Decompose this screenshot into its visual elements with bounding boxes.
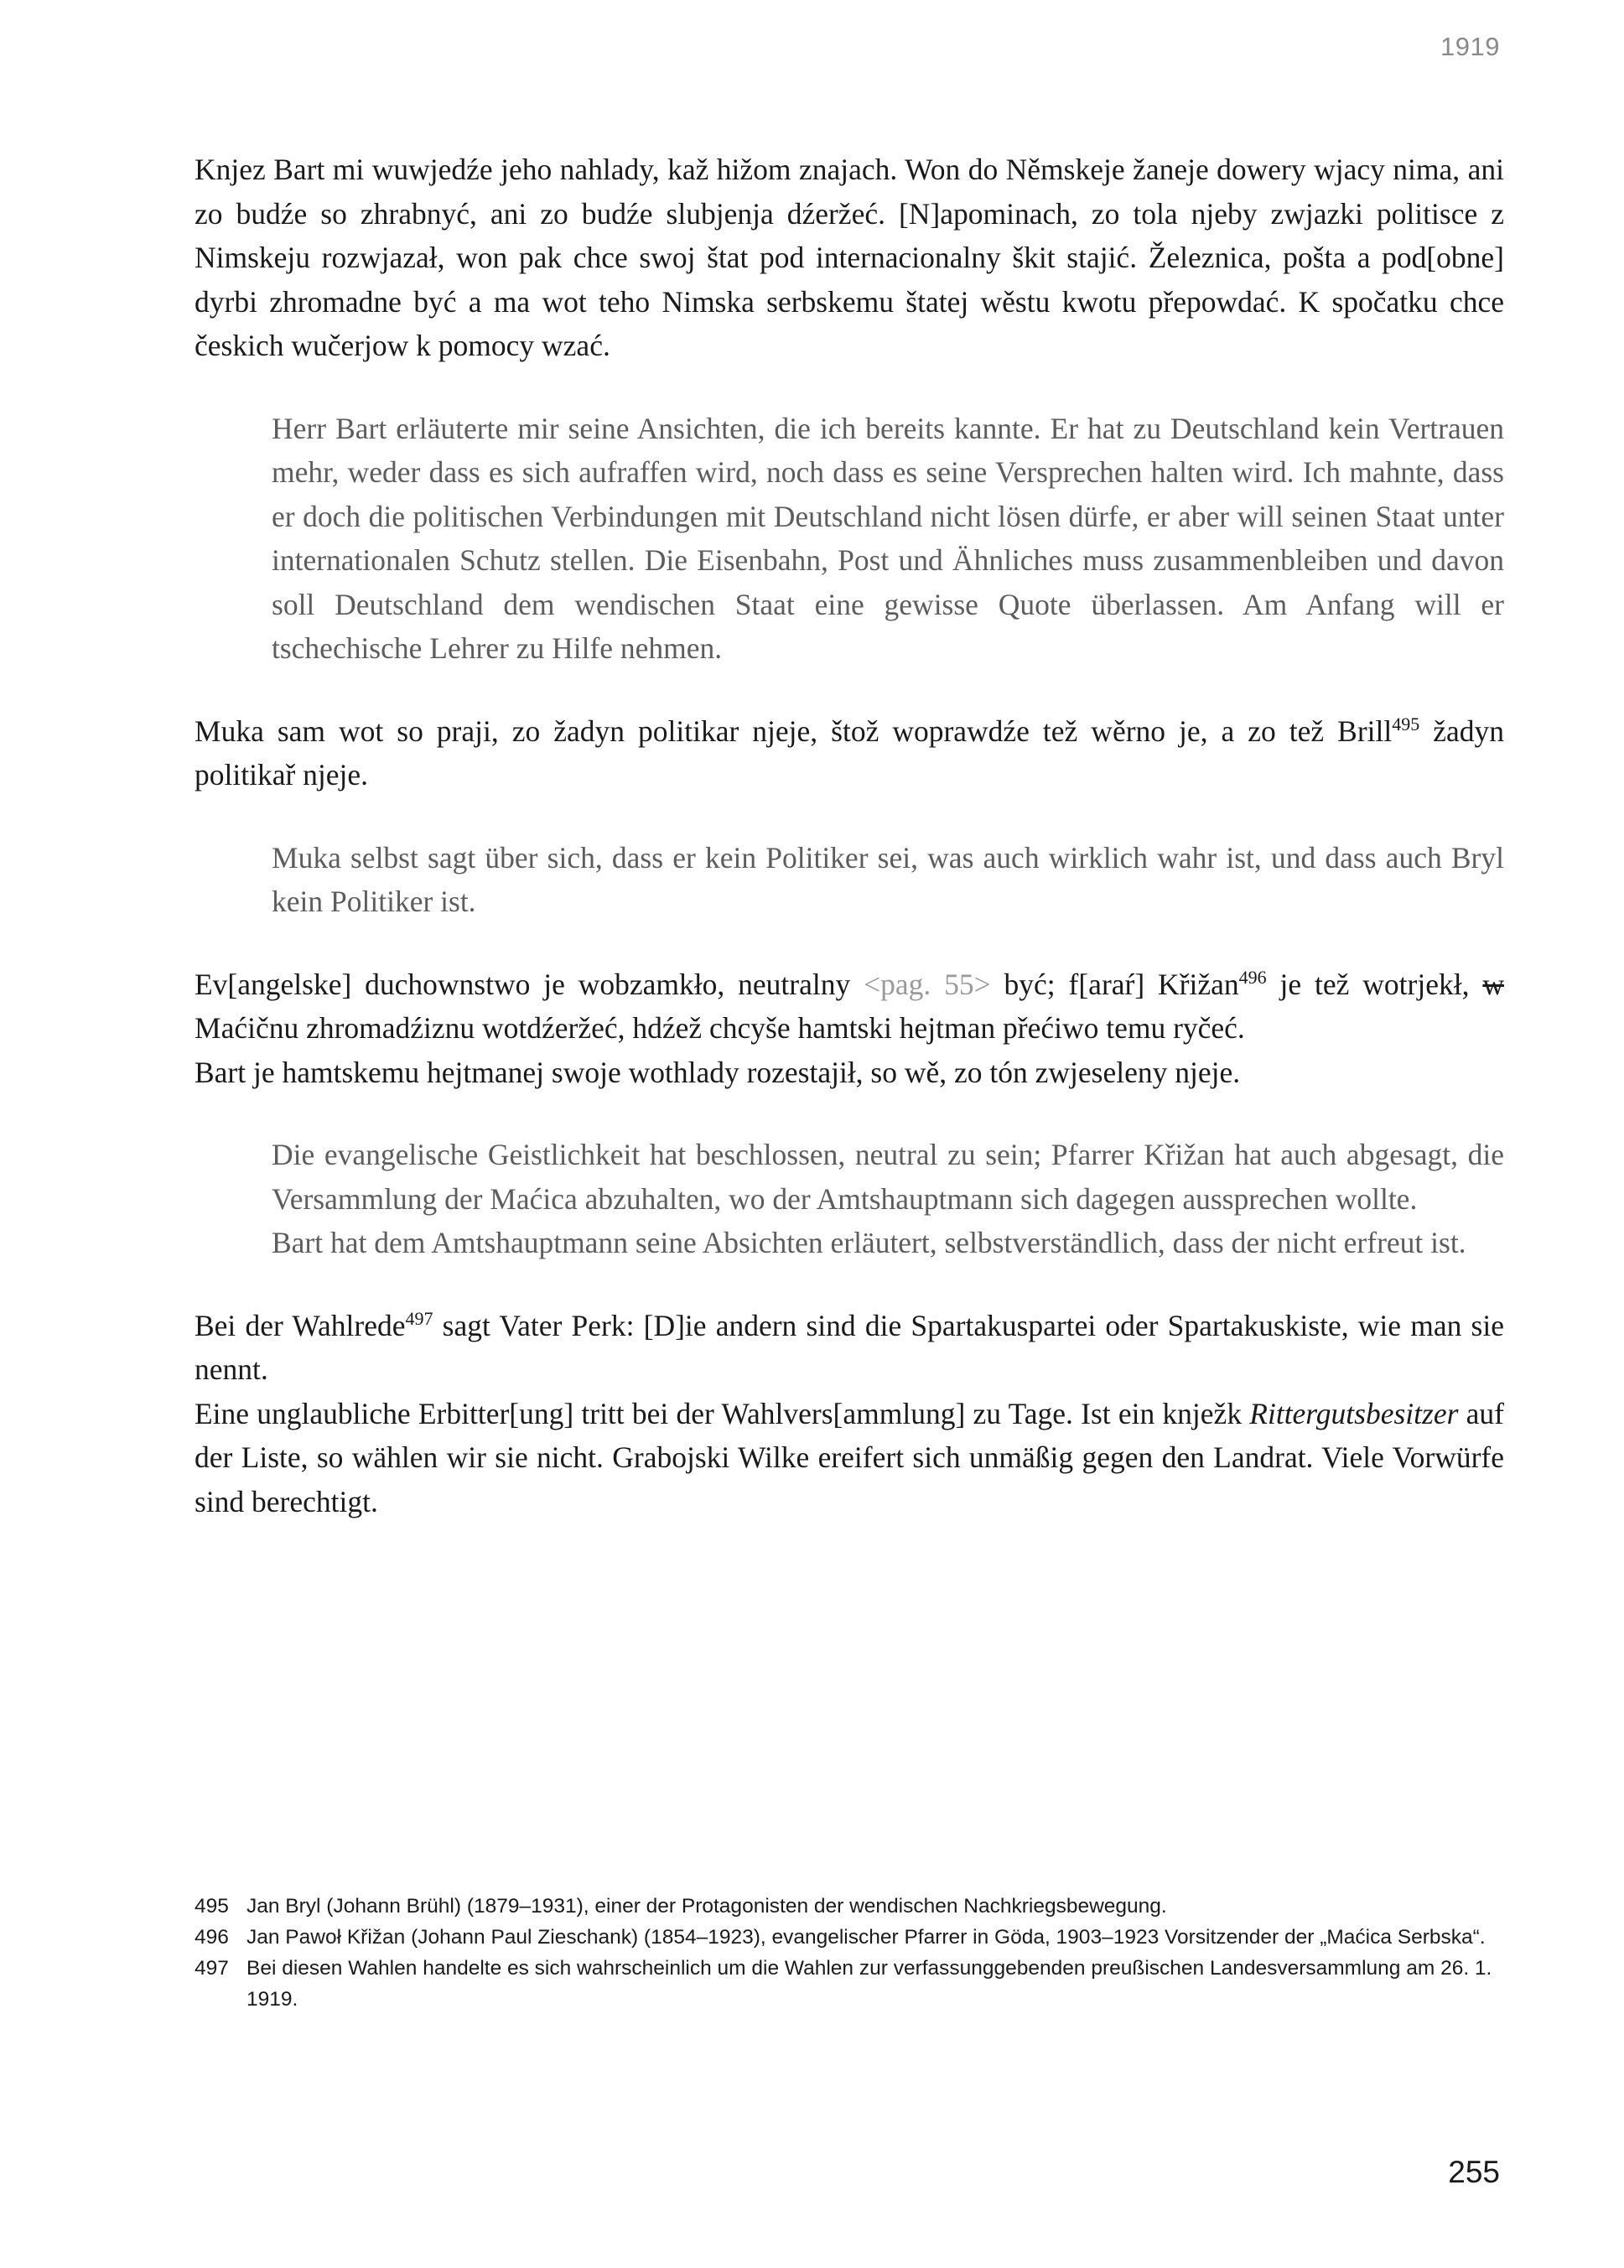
- footnote-ref-497[interactable]: 497: [405, 1307, 433, 1329]
- footnote-entry: [195, 1922, 1504, 1953]
- footnote-entry: [195, 1953, 1504, 2015]
- paragraph-3-segment-c: je tež wotrjekł,: [1266, 967, 1483, 1001]
- translation-block-3: [272, 1133, 1504, 1265]
- paragraph-sorbian-4: Bart je hamtskemu hejtmanej swoje wothlady rozestajił, so wě, zo tón zwjeseleny njeje.: [195, 1055, 1241, 1089]
- footnote-number: 497: [195, 1957, 229, 1980]
- paragraph-sorbian-1: Knjez Bart mi wuwjedźe jeho nahlady, kaž hižom znajach. Won do Němskeje žaneje dowery wjacy nima, ani zo budźe so zhrabnyć, ani zo budźe slubjenja dźeržeć. [N]apominach, zo tola njeby zwjazki politisce z Nimskeju rozwjazał, won pak chce swoj štat pod internacionalny škit stajić. Železnica, pošta a pod[obne] dyrbi zhromadne być a ma wot teho Nimska serbskemu štatej wěstu kwotu přepowdać. K spočatku chce českich wučerjow k pomocy wzać.: [195, 153, 1504, 362]
- paragraph-3-segment-a: Ev[angelske] duchownstwo je wobzamkło, neutralny: [195, 967, 864, 1001]
- footnote-ref-495[interactable]: 495: [1392, 713, 1420, 734]
- footnote-number: 495: [195, 1895, 229, 1918]
- footnote-number: 496: [195, 1926, 229, 1949]
- paragraph-3-segment-b: być; f[araŕ] Křižan: [990, 967, 1239, 1001]
- paragraph-5-text-tail: sagt Vater Perk: [D]ie andern sind die Spartakuspartei oder Spartakuskiste, wie man sie nennt.: [195, 1308, 1504, 1386]
- page-number: 255: [1448, 2155, 1500, 2189]
- paragraph-german-5: [195, 1304, 1504, 1392]
- translation-block-1: [272, 407, 1504, 671]
- paragraph-2-text-tail: žadyn politikař njeje.: [195, 714, 1505, 791]
- paragraph-2-text-lead: Muka sam wot so praji, zo žadyn politikar njeje, štož woprawdźe tež wěrno je, a zo tež Brill: [195, 714, 1393, 748]
- translation-block-2: [272, 836, 1504, 924]
- translation-text-2: Muka selbst sagt über sich, dass er kein Politiker sei, was auch wirklich wahr ist, und dass auch Bryl kein Politiker ist.: [272, 840, 1504, 918]
- paragraph-6-segment-b: auf der Liste, so wählen wir sie nicht. Grabojski Wilke ereifert sich unmäßig gegen den Landrat. Viele Vorwürfe sind berechtigt.: [195, 1396, 1504, 1518]
- translation-text-1: Herr Bart erläuterte mir seine Ansichten, die ich bereits kannte. Er hat zu Deutschland kein Vertrauen mehr, weder dass es sich aufraffen wird, noch dass es seine Versprechen halten wird. Ich mahnte, dass er doch die politischen Verbindungen mit Deutschland nicht lösen dürfe, er aber will seinen Staat unter internationalen Schutz stellen. Die Eisenbahn, Post und Ähnliches muss zusammenbleiben und davon soll Deutschland dem wendischen Staat eine gewisse Quote überlassen. Am Anfang will er tschechische Lehrer zu Hilfe nehmen.: [272, 411, 1504, 665]
- paragraph-3-segment-d: Maćičnu zhromadźiznu wotdźeržeć, hdźež chcyše hamtski hejtman přećiwo temu ryčeć.: [195, 1011, 1245, 1045]
- running-head-year: 1919: [1440, 32, 1500, 61]
- translation-text-3-line-1: Die evangelische Geistlichkeit hat beschlossen, neutral zu sein; Pfarrer Křižan hat auch abgesagt, die Versammlung der Maćica abzuhalten, wo der Amtshauptmann sich dagegen aussprechen wollte.: [272, 1138, 1504, 1216]
- paragraph-5-text-lead: Bei der Wahlrede: [195, 1308, 406, 1342]
- page-marker-pag-55: <pag. 55>: [864, 967, 991, 1001]
- paragraph-sorbian-2: [195, 709, 1504, 797]
- footnote-text: Bei diesen Wahlen handelte es sich wahrscheinlich um die Wahlen zur verfassunggebenden preußischen Landesversammlung am 26. 1. 1919.: [246, 1957, 1492, 2011]
- paragraph-6-segment-a: Eine unglaubliche Erbitter[ung] tritt bei der Wahlvers[ammlung] zu Tage. Ist ein knježk: [195, 1396, 1250, 1430]
- paragraph-german-6: [195, 1392, 1504, 1524]
- footnote-text: Jan Pawoł Křižan (Johann Paul Zieschank) (1854–1923), evangelischer Pfarrer in Göda, 1903–1923 Vorsitzender der „Maćica Serbska“.: [246, 1926, 1486, 1949]
- footnote-apparatus: [195, 1891, 1504, 2015]
- footnote-text: Jan Bryl (Johann Brühl) (1879–1931), einer der Protagonisten der wendischen Nachkriegsbewegung.: [246, 1895, 1167, 1918]
- footnote-entry: [195, 1891, 1504, 1922]
- struck-through-w: w: [1482, 967, 1504, 1001]
- paragraph-sorbian-3: [195, 963, 1504, 1051]
- translation-text-3-line-2: Bart hat dem Amtshauptmann seine Absichten erläutert, selbstverständlich, dass der nicht erfreut ist.: [272, 1226, 1466, 1259]
- text-column: [195, 148, 1504, 1523]
- italic-term-rittergutsbesitzer: Rittergutsbesitzer: [1249, 1396, 1459, 1430]
- footnote-ref-496[interactable]: 496: [1238, 966, 1267, 988]
